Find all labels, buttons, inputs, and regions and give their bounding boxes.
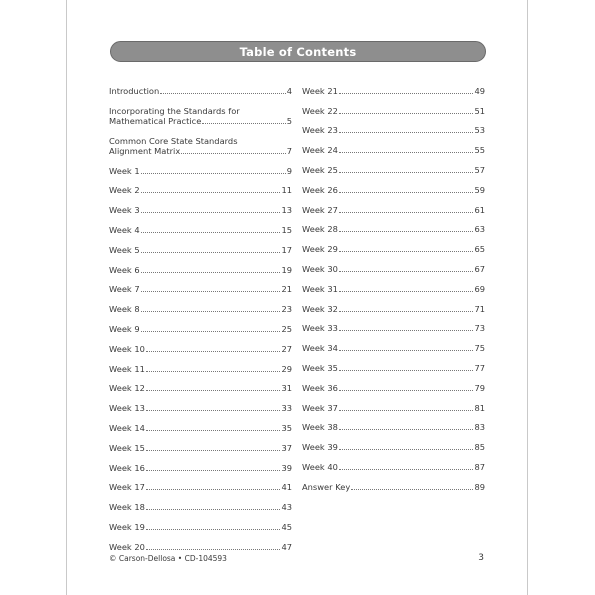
dot-leader [339,231,474,232]
toc-entry-label: Week 3 [109,205,140,216]
toc-entry [109,340,292,360]
toc-entry-label: Week 25 [302,164,338,175]
toc-entry-page: 9 [286,165,292,176]
toc-entry-label: Week 22 [302,105,338,116]
toc-entry-page: 11 [281,185,292,196]
toc-entry-label: Week 33 [302,323,338,334]
toc-entry-page: 41 [281,482,292,493]
toc-entry-page: 69 [474,283,485,294]
dot-leader [351,489,473,490]
toc-entry-page: 7 [286,145,292,156]
toc-entry-page: 63 [474,224,485,235]
toc-entry [302,141,485,161]
toc-entry [109,399,292,419]
toc-entry [109,459,292,479]
dot-leader [339,311,474,312]
dot-leader [141,311,281,312]
toc-entry-page: 51 [474,105,485,116]
dot-leader [141,212,281,213]
dot-leader [146,529,281,530]
toc-entry [109,261,292,281]
toc-entry [302,399,485,419]
toc-entry [302,82,485,102]
dot-leader [339,132,474,133]
toc-entry [302,161,485,181]
toc-entry [109,281,292,301]
toc-entry-label: Week 7 [109,284,140,295]
toc-entry-page: 31 [281,383,292,394]
toc-entry-label: Week 27 [302,204,338,215]
copyright-footer: © Carson-Dellosa • CD-104593 [109,554,227,563]
toc-entry-label: Week 16 [109,462,145,473]
toc-entry-page: 53 [474,125,485,136]
toc-entry-label: Week 9 [109,323,140,334]
page-number: 3 [478,553,484,563]
dot-leader [146,470,281,471]
toc-entry-label: Week 39 [302,442,338,453]
toc-entry-label-line1: Incorporating the Standards for [109,105,240,116]
dot-leader [339,330,474,331]
toc-entry [302,458,485,478]
toc-entry [109,102,292,132]
toc-entry-page: 35 [281,422,292,433]
toc-entry [109,320,292,340]
toc-entry-page: 79 [474,382,485,393]
toc-entry-label: Week 15 [109,442,145,453]
toc-entry [302,201,485,221]
toc-entry [302,339,485,359]
toc-entry-label: Week 35 [302,362,338,373]
toc-entry-label: Week 10 [109,343,145,354]
toc-entry-label: Week 29 [302,244,338,255]
toc-entry-page: 65 [474,244,485,255]
dot-leader [146,430,281,431]
dot-leader [339,152,474,153]
toc-entry [109,132,292,162]
dot-leader [339,172,474,173]
toc-column-left [109,82,292,558]
dot-leader [339,370,474,371]
toc-entry-label: Week 20 [109,541,145,552]
dot-leader [146,549,281,550]
toc-entry-page: 5 [286,115,292,126]
toc-entry [109,380,292,400]
toc-entry-label: Week 26 [302,184,338,195]
toc-entry-label: Week 13 [109,403,145,414]
dot-leader [141,252,281,253]
toc-entry-page: 21 [281,284,292,295]
toc-entry-label: Week 24 [302,145,338,156]
toc-entry-page: 73 [474,323,485,334]
toc-entry [109,439,292,459]
toc-entry-page: 67 [474,263,485,274]
toc-entry-page: 47 [281,541,292,552]
toc-entry [302,102,485,122]
toc-entry [109,221,292,241]
dot-leader [339,212,474,213]
dot-leader [339,429,474,430]
toc-entry-label: Week 11 [109,363,145,374]
toc-entry [302,359,485,379]
toc-entry-label: Week 30 [302,263,338,274]
toc-entry [302,438,485,458]
toc-entry-page: 25 [281,323,292,334]
dot-leader [146,410,281,411]
toc-entry-label: Week 38 [302,422,338,433]
toc-entry-label: Week 18 [109,502,145,513]
toc-entry-label: Week 17 [109,482,145,493]
toc-entry-label: Week 31 [302,283,338,294]
toc-entry [302,221,485,241]
toc-entry-page: 27 [281,343,292,354]
toc-entry [109,241,292,261]
toc-entry-label: Alignment Matrix [109,145,181,156]
dot-leader [146,351,281,352]
toc-entry-page: 85 [474,442,485,453]
dot-leader [141,331,281,332]
toc-entry [302,122,485,142]
toc-entry-page: 55 [474,145,485,156]
title-bar [110,41,486,62]
dot-leader [339,350,474,351]
toc-entry-label: Week 37 [302,402,338,413]
toc-entry-label: Introduction [109,85,160,96]
toc-entry-label-line1: Common Core State Standards [109,135,238,146]
toc-entry [302,240,485,260]
toc-entry-page: 43 [281,502,292,513]
toc-entry-page: 89 [474,481,485,492]
dot-leader [146,509,281,510]
dot-leader [339,251,474,252]
toc-entry-page: 61 [474,204,485,215]
toc-entry [302,280,485,300]
dot-leader [339,390,474,391]
toc-entry [109,82,292,102]
dot-leader [339,410,474,411]
toc-entry [109,479,292,499]
dot-leader [339,93,474,94]
dot-leader [339,449,474,450]
toc-entry-label: Week 40 [302,461,338,472]
toc-entry-label: Week 2 [109,185,140,196]
toc-entry [109,498,292,518]
dot-leader [181,153,285,154]
dot-leader [339,113,474,114]
dot-leader [339,271,474,272]
toc-entry-label: Week 6 [109,264,140,275]
toc-entry [109,518,292,538]
toc-entry [109,182,292,202]
toc-entry-page: 15 [281,224,292,235]
toc-entry-label: Week 28 [302,224,338,235]
toc-entry-page: 33 [281,403,292,414]
toc-entry-page: 83 [474,422,485,433]
toc-entry [302,320,485,340]
toc-entry [109,201,292,221]
toc-entry-label: Answer Key [302,481,351,492]
toc-entry [109,360,292,380]
toc-entry-label: Week 1 [109,165,140,176]
toc-entry-page: 59 [474,184,485,195]
toc-entry-page: 29 [281,363,292,374]
toc-entry-page: 19 [281,264,292,275]
page-title: Table of Contents [239,44,357,59]
dot-leader [146,390,281,391]
toc-entry-page: 4 [286,85,292,96]
toc-entry-page: 77 [474,362,485,373]
toc-entry-label: Week 14 [109,422,145,433]
toc-entry [109,300,292,320]
toc-entry-label: Week 12 [109,383,145,394]
toc-entry [302,478,485,498]
dot-leader [339,291,474,292]
toc-entry-label: Mathematical Practice [109,115,202,126]
toc-entry-page: 39 [281,462,292,473]
toc-entry-label: Week 34 [302,343,338,354]
dot-leader [146,371,281,372]
dot-leader [202,123,285,124]
dot-leader [146,450,281,451]
dot-leader [141,232,281,233]
dot-leader [141,291,281,292]
toc-entry-page: 37 [281,442,292,453]
toc-entry-page: 49 [474,85,485,96]
dot-leader [141,192,281,193]
dot-leader [160,93,285,94]
toc-entry [302,260,485,280]
toc-entry-page: 81 [474,402,485,413]
toc-entry-label: Week 8 [109,304,140,315]
toc-entry-label: Week 23 [302,125,338,136]
dot-leader [146,489,281,490]
dot-leader [339,192,474,193]
dot-leader [141,272,281,273]
toc-entry-page: 87 [474,461,485,472]
toc-entry [302,379,485,399]
toc-entry-page: 17 [281,244,292,255]
toc-column-right [302,82,485,498]
toc-entry-page: 71 [474,303,485,314]
toc-entry [109,419,292,439]
document-page [66,0,528,595]
toc-entry-label: Week 5 [109,244,140,255]
toc-entry [302,419,485,439]
toc-entry-label: Week 36 [302,382,338,393]
toc-entry-page: 45 [281,521,292,532]
dot-leader [339,469,474,470]
toc-entry [109,162,292,182]
toc-entry-label: Week 19 [109,521,145,532]
toc-entry-label: Week 32 [302,303,338,314]
toc-entry-page: 23 [281,304,292,315]
toc-entry-page: 57 [474,164,485,175]
toc-entry-label: Week 21 [302,85,338,96]
dot-leader [141,173,286,174]
toc-entry-label: Week 4 [109,224,140,235]
toc-entry-page: 75 [474,343,485,354]
toc-entry-page: 13 [281,205,292,216]
toc-entry [302,300,485,320]
toc-entry [302,181,485,201]
